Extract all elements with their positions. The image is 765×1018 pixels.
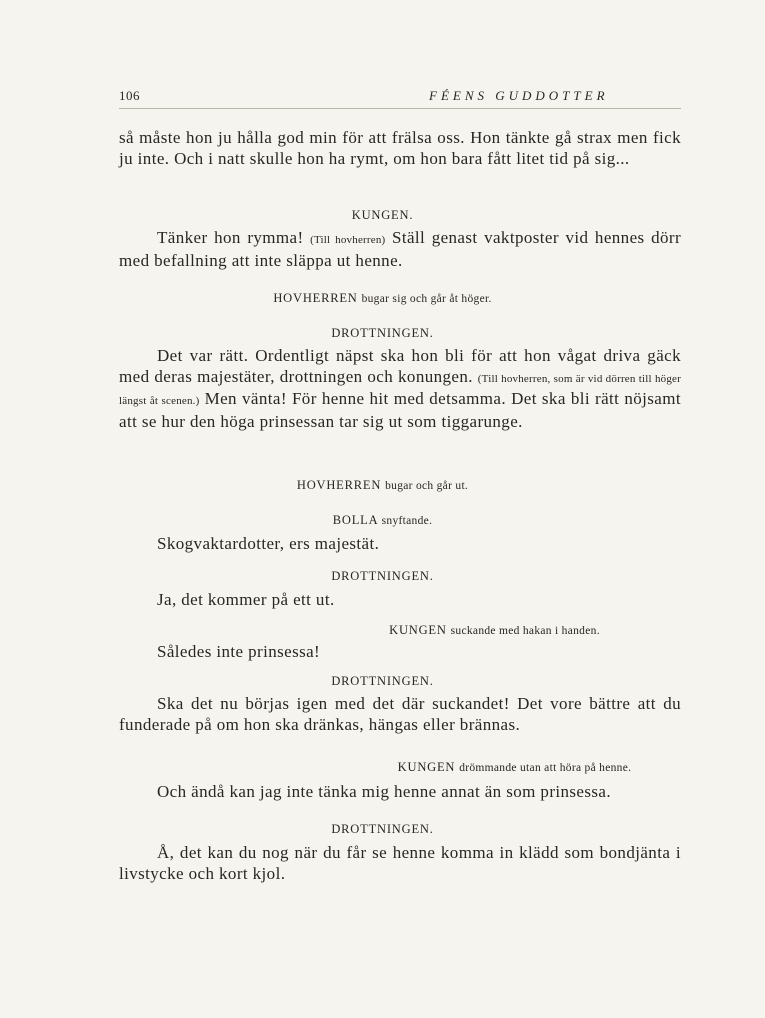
page-header [119,88,681,109]
dialogue-line-3: Således inte prinsessa! [157,642,321,661]
stage-direction-4 [0,623,765,638]
direction-2-text: bugar och går ut. [385,480,469,492]
direction-4-name: KUNGEN [389,623,447,637]
paragraph-5: Å, det kan du nog när du får se henne komma in klädd som bondjänta i livstycke och kort kjol. [119,843,681,883]
page-number: 106 [119,88,140,103]
speaker-drottningen-4: DROTTNINGEN. [331,822,434,836]
paragraph-2-end: Ställ genast vaktposter vid hennes dörr med befallning att inte släppa ut henne. [119,228,681,270]
direction-3-name: BOLLA [332,513,378,527]
direction-5-name: KUNGEN [397,760,456,774]
speaker-drottningen-3: DROTTNINGEN. [331,674,434,688]
stage-direction-inline-1: (Till hovherren) [310,234,386,246]
dialogue-line-4: Och ändå kan jag inte tänka mig henne annat än som prinsessa. [157,782,611,801]
stage-direction-5 [0,760,765,775]
paragraph-3-a: Det var rätt. Ordentligt näpst ska hon bli för att hon vågat driva gäck med deras majestäter, drottningen och konungen. [119,346,681,386]
direction-5-text: drömmande utan att höra på henne. [459,762,632,774]
paragraph-2-start: Tänker hon rymma! [157,228,304,247]
dialogue-line-2: Ja, det kommer på ett ut. [157,590,335,609]
stage-direction-1 [0,291,765,306]
direction-1-text: bugar sig och går åt höger. [361,293,492,305]
paragraph-3 [119,346,681,432]
paragraph-3-b: Men vänta! För henne hit med detsamma. Det ska bli rätt nöjsamt att se hur den höga prinsessan tar sig ut som tiggarunge. [119,389,681,431]
speaker-drottningen-1: DROTTNINGEN. [331,326,434,340]
stage-direction-2 [0,478,765,493]
running-title: FÉENS GUDDOTTER [429,88,609,103]
direction-3-text: snyftande. [381,515,433,527]
paragraph-1: så måste hon ju hålla god min för att frälsa oss. Hon tänkte gå strax men fick ju inte. Och i natt skulle hon ha rymt, om hon bara fått litet tid på sig... [119,128,681,168]
speaker-drottningen-2: DROTTNINGEN. [331,569,434,583]
direction-4-text: suckande med hakan i handen. [450,625,600,637]
paragraph-4: Ska det nu börjas igen med det där suckandet! Det vore bättre att du funderade på om hon ska dränkas, hängas eller brännas. [119,694,681,734]
speaker-kungen-1: KUNGEN. [351,208,414,222]
paragraph-2 [119,228,681,271]
stage-direction-3 [0,513,765,528]
stage-direction-inline-2: (Till hovherren, som är vid dörren till höger längst åt scenen.) [119,372,681,407]
direction-1-name: HOVHERREN [273,291,358,305]
dialogue-line-1: Skogvaktardotter, ers majestät. [157,534,380,553]
direction-2-name: HOVHERREN [296,478,382,492]
